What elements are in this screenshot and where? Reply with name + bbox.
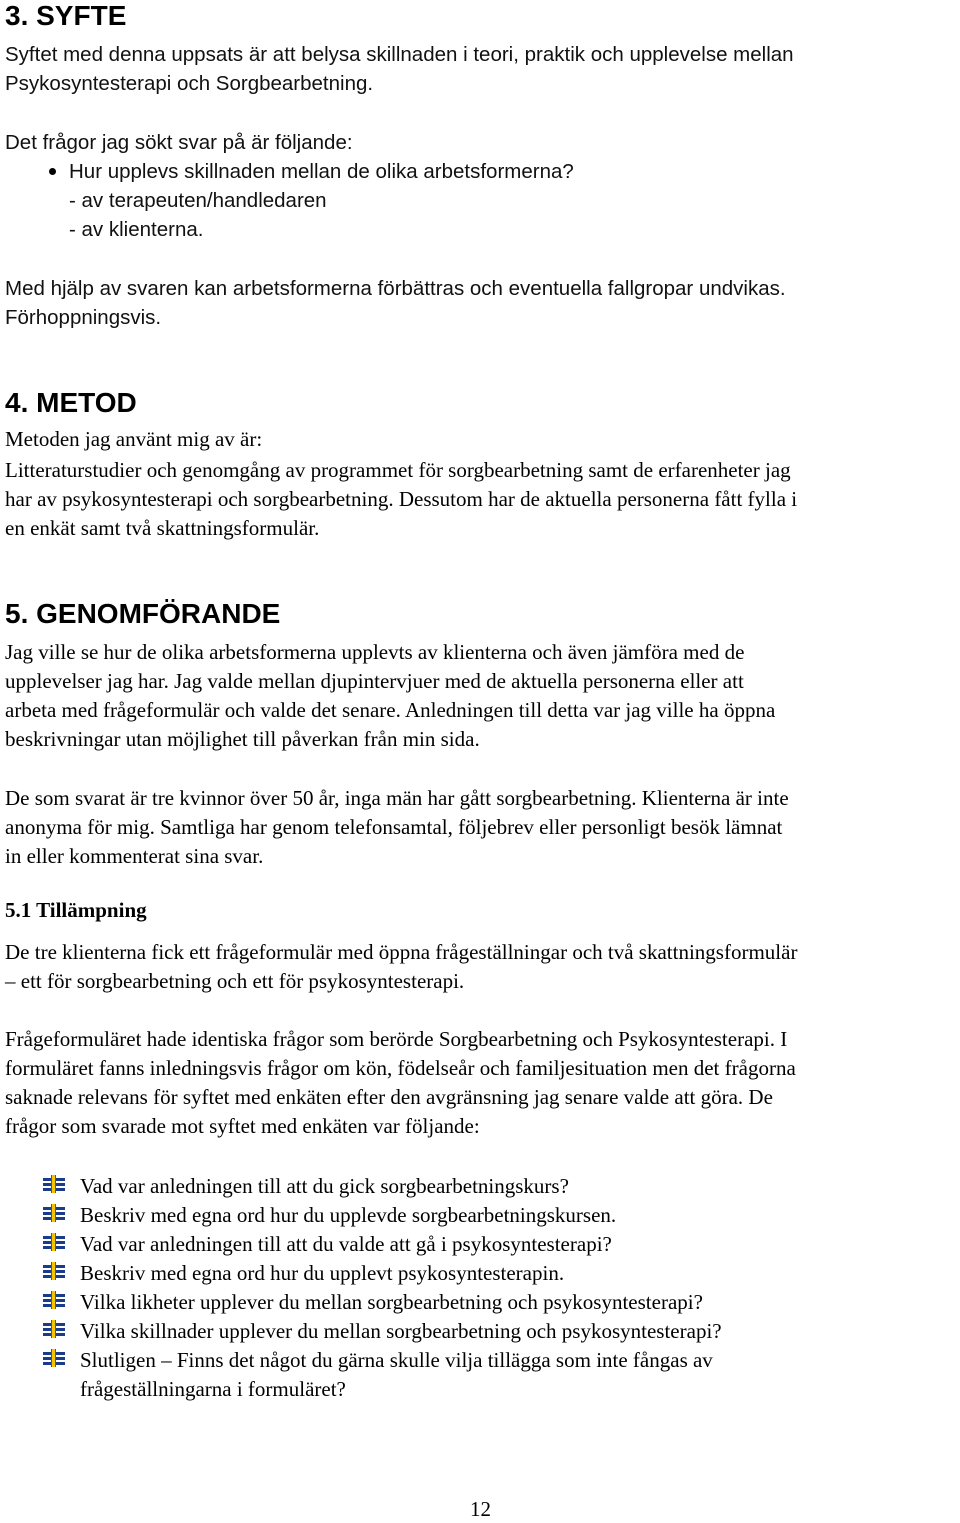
question-item-7-continuation: frågeställningarna i formuläret?: [80, 1377, 346, 1401]
question-bullet-icon: [43, 1233, 65, 1251]
genomforande-p1-line-3: arbeta med frågeformulär och valde det senare. Anledningen till detta var jag ville ha öppna: [5, 698, 776, 722]
question-item-3: Vad var anledningen till att du valde att gå i psykosyntesterapi?: [80, 1232, 612, 1256]
section-heading-syfte: 3. SYFTE: [5, 0, 127, 31]
question-item-6: Vilka skillnader upplever du mellan sorgbearbetning och psykosyntesterapi?: [80, 1319, 722, 1343]
section-heading-metod: 4. METOD: [5, 387, 137, 418]
metod-line-1: Metoden jag använt mig av är:: [5, 427, 263, 451]
tillampning-p1-line-1: De tre klienterna fick ett frågeformulär med öppna frågeställningar och två skattningsformulär: [5, 940, 798, 964]
question-bullet-icon: [43, 1262, 65, 1280]
section-heading-genomforande: 5. GENOMFÖRANDE: [5, 598, 281, 629]
bullet-dot-icon: [49, 168, 56, 175]
tillampning-p2-line-2: formuläret fanns inledningsvis frågor om kön, födelseår och familjesituation men det frågorna: [5, 1056, 796, 1080]
question-bullet-icon: [43, 1349, 65, 1367]
syfte-sub-item-1: - av terapeuten/handledaren: [69, 189, 327, 212]
question-bullet-icon: [43, 1175, 65, 1193]
genomforande-p2-line-1: De som svarat är tre kvinnor över 50 år, inga män har gått sorgbearbetning. Klienterna är inte: [5, 786, 789, 810]
tillampning-p2-line-3: saknade relevans för syftet med enkäten efter den avgränsning jag senare valde att göra. De: [5, 1085, 773, 1109]
page-number: 12: [470, 1497, 491, 1521]
metod-line-2: Litteraturstudier och genomgång av programmet för sorgbearbetning samt de erfarenheter jag: [5, 458, 791, 482]
question-item-5: Vilka likheter upplever du mellan sorgbearbetning och psykosyntesterapi?: [80, 1290, 703, 1314]
syfte-line-2: Psykosyntesterapi och Sorgbearbetning.: [5, 72, 374, 95]
question-item-2: Beskriv med egna ord hur du upplevde sorgbearbetningskursen.: [80, 1203, 617, 1227]
tillampning-p2-line-1: Frågeformuläret hade identiska frågor som berörde Sorgbearbetning och Psykosyntesterapi. I: [5, 1027, 788, 1051]
genomforande-p2-line-2: anonyma för mig. Samtliga har genom telefonsamtal, följebrev eller personligt besök lämnat: [5, 815, 783, 839]
question-bullet-icon: [43, 1204, 65, 1222]
tillampning-p1-line-2: – ett för sorgbearbetning och ett för psykosyntesterapi.: [5, 969, 465, 993]
question-item-7: Slutligen – Finns det något du gärna skulle vilja tillägga som inte fångas av: [80, 1348, 713, 1372]
metod-line-3: har av psykosyntesterapi och sorgbearbetning. Dessutom har de aktuella personerna fått fylla i: [5, 487, 798, 511]
syfte-conclusion-line-1: Med hjälp av svaren kan arbetsformerna förbättras och eventuella fallgropar undvikas.: [5, 277, 786, 300]
genomforande-p1-line-2: upplevelser jag har. Jag valde mellan djupintervjuer med de aktuella personerna eller att: [5, 669, 744, 693]
question-bullet-icon: [43, 1320, 65, 1338]
question-bullet-icon: [43, 1291, 65, 1309]
genomforande-p1-line-4: beskrivningar utan möjlighet till påverkan från min sida.: [5, 727, 480, 751]
syfte-bullet: Hur upplevs skillnaden mellan de olika arbetsformerna?: [69, 160, 574, 183]
genomforande-p1-line-1: Jag ville se hur de olika arbetsformerna upplevts av klienterna och även jämföra med de: [5, 640, 745, 664]
syfte-line-1: Syftet med denna uppsats är att belysa skillnaden i teori, praktik och upplevelse mellan: [5, 43, 794, 66]
syfte-conclusion-line-2: Förhoppningsvis.: [5, 306, 162, 329]
question-item-1: Vad var anledningen till att du gick sorgbearbetningskurs?: [80, 1174, 569, 1198]
syfte-sub-item-2: - av klienterna.: [69, 218, 204, 241]
subsection-heading-tillampning: 5.1 Tillämpning: [5, 898, 147, 922]
question-item-4: Beskriv med egna ord hur du upplevt psykosyntesterapin.: [80, 1261, 565, 1285]
metod-line-4: en enkät samt två skattningsformulär.: [5, 516, 320, 540]
syfte-questions-intro: Det frågor jag sökt svar på är följande:: [5, 131, 353, 154]
genomforande-p2-line-3: in eller kommenterat sina svar.: [5, 844, 264, 868]
tillampning-p2-line-4: frågor som svarade mot syftet med enkäten var följande:: [5, 1114, 480, 1138]
